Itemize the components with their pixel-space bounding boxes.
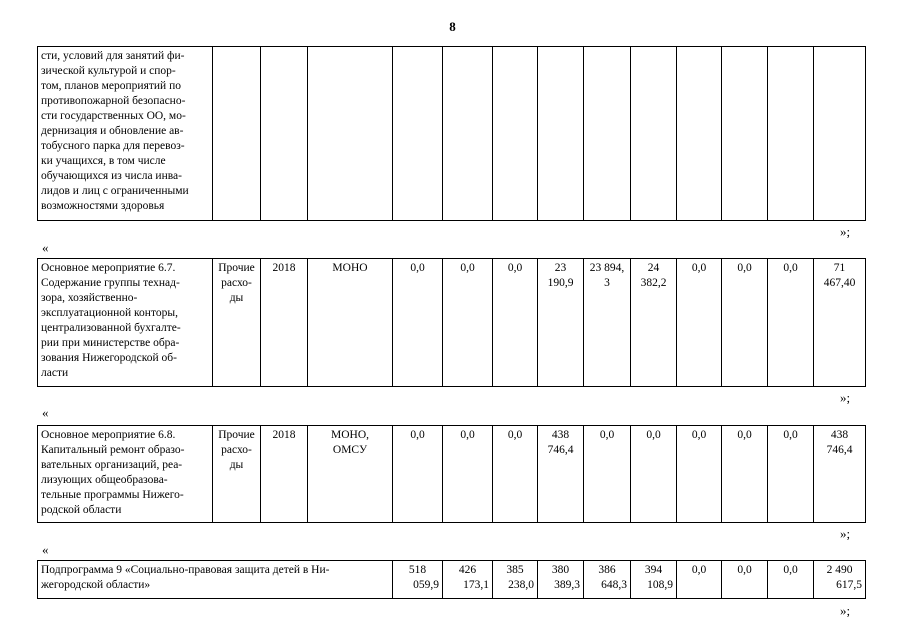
year-cell: 2018 — [261, 426, 308, 523]
value-cell: 0,0 — [768, 426, 814, 523]
value-cell: 0,0 — [393, 259, 443, 387]
value-cell: 0,0 — [393, 426, 443, 523]
opening-quote: « — [42, 405, 49, 420]
table-block-subprogram-9 — [37, 560, 866, 599]
executor-cell: МОНО — [308, 259, 393, 387]
value-cell: 386 648,3 — [584, 561, 631, 599]
closing-quote: »; — [840, 603, 851, 618]
empty-cell — [768, 47, 814, 221]
empty-cell — [213, 47, 261, 221]
value-cell: 0,0 — [443, 259, 493, 387]
empty-cell — [538, 47, 584, 221]
table-block-continuation — [37, 46, 866, 221]
value-cell: 438 746,4 — [538, 426, 584, 523]
empty-cell — [722, 47, 768, 221]
empty-cell — [261, 47, 308, 221]
value-cell: 0,0 — [677, 426, 722, 523]
value-cell: 0,0 — [768, 561, 814, 599]
value-cell: 0,0 — [677, 259, 722, 387]
row-description: Основное мероприятие 6.7. Содержание группы технад- зора, хозяйственно- эксплуатационной конторы, централизованной бухгалте- рии при министерстве обра- зования Нижегородской об- ласти — [38, 259, 213, 387]
value-cell: 0,0 — [584, 426, 631, 523]
table-row — [38, 426, 866, 523]
empty-cell — [393, 47, 443, 221]
expense-type-cell: Прочие расхо- ды — [213, 426, 261, 523]
table-block-measure-6-8 — [37, 425, 866, 523]
value-cell: 385 238,0 — [493, 561, 538, 599]
table-row — [38, 561, 866, 599]
year-cell: 2018 — [261, 259, 308, 387]
row-description: Основное мероприятие 6.8. Капитальный ремонт образо- вательных организаций, реа- лизующих общеобразова- тельные программы Нижего- родской области — [38, 426, 213, 523]
opening-quote: « — [42, 542, 49, 557]
total-cell: 71 467,40 — [814, 259, 866, 387]
empty-cell — [677, 47, 722, 221]
value-cell: 23 190,9 — [538, 259, 584, 387]
row-description: сти, условий для занятий фи- зической культурой и спор- том, планов мероприятий по противопожарной безопасно- сти государственных ОО, мо- дернизация и обновление ав- тобусного парка для перевоз- ки учащихся, в том числе обучающихся из числа инва- лидов и лиц с ограниченными возможностями здоровья — [38, 47, 213, 221]
empty-cell — [443, 47, 493, 221]
value-cell: 394 108,9 — [631, 561, 677, 599]
executor-cell: МОНО, ОМСУ — [308, 426, 393, 523]
value-cell: 0,0 — [677, 561, 722, 599]
value-cell: 24 382,2 — [631, 259, 677, 387]
value-cell: 0,0 — [631, 426, 677, 523]
total-cell: 438 746,4 — [814, 426, 866, 523]
value-cell: 0,0 — [722, 259, 768, 387]
empty-cell — [814, 47, 866, 221]
opening-quote: « — [42, 240, 49, 255]
value-cell: 0,0 — [722, 561, 768, 599]
closing-quote: »; — [840, 390, 851, 405]
row-description: Подпрограмма 9 «Социально-правовая защита детей в Ни- жегородской области» — [38, 561, 393, 599]
total-cell: 2 490 617,5 — [814, 561, 866, 599]
value-cell: 0,0 — [493, 259, 538, 387]
empty-cell — [631, 47, 677, 221]
expense-type-cell: Прочие расхо- ды — [213, 259, 261, 387]
empty-cell — [308, 47, 393, 221]
value-cell: 380 389,3 — [538, 561, 584, 599]
value-cell: 0,0 — [443, 426, 493, 523]
value-cell: 0,0 — [493, 426, 538, 523]
empty-cell — [584, 47, 631, 221]
value-cell: 0,0 — [768, 259, 814, 387]
value-cell: 23 894, 3 — [584, 259, 631, 387]
closing-quote: »; — [840, 526, 851, 541]
value-cell: 0,0 — [722, 426, 768, 523]
value-cell: 426 173,1 — [443, 561, 493, 599]
table-block-measure-6-7 — [37, 258, 866, 387]
page-number: 8 — [449, 19, 456, 34]
value-cell: 518 059,9 — [393, 561, 443, 599]
table-row — [38, 259, 866, 387]
closing-quote: »; — [840, 224, 851, 239]
empty-cell — [493, 47, 538, 221]
table-row — [38, 47, 866, 221]
